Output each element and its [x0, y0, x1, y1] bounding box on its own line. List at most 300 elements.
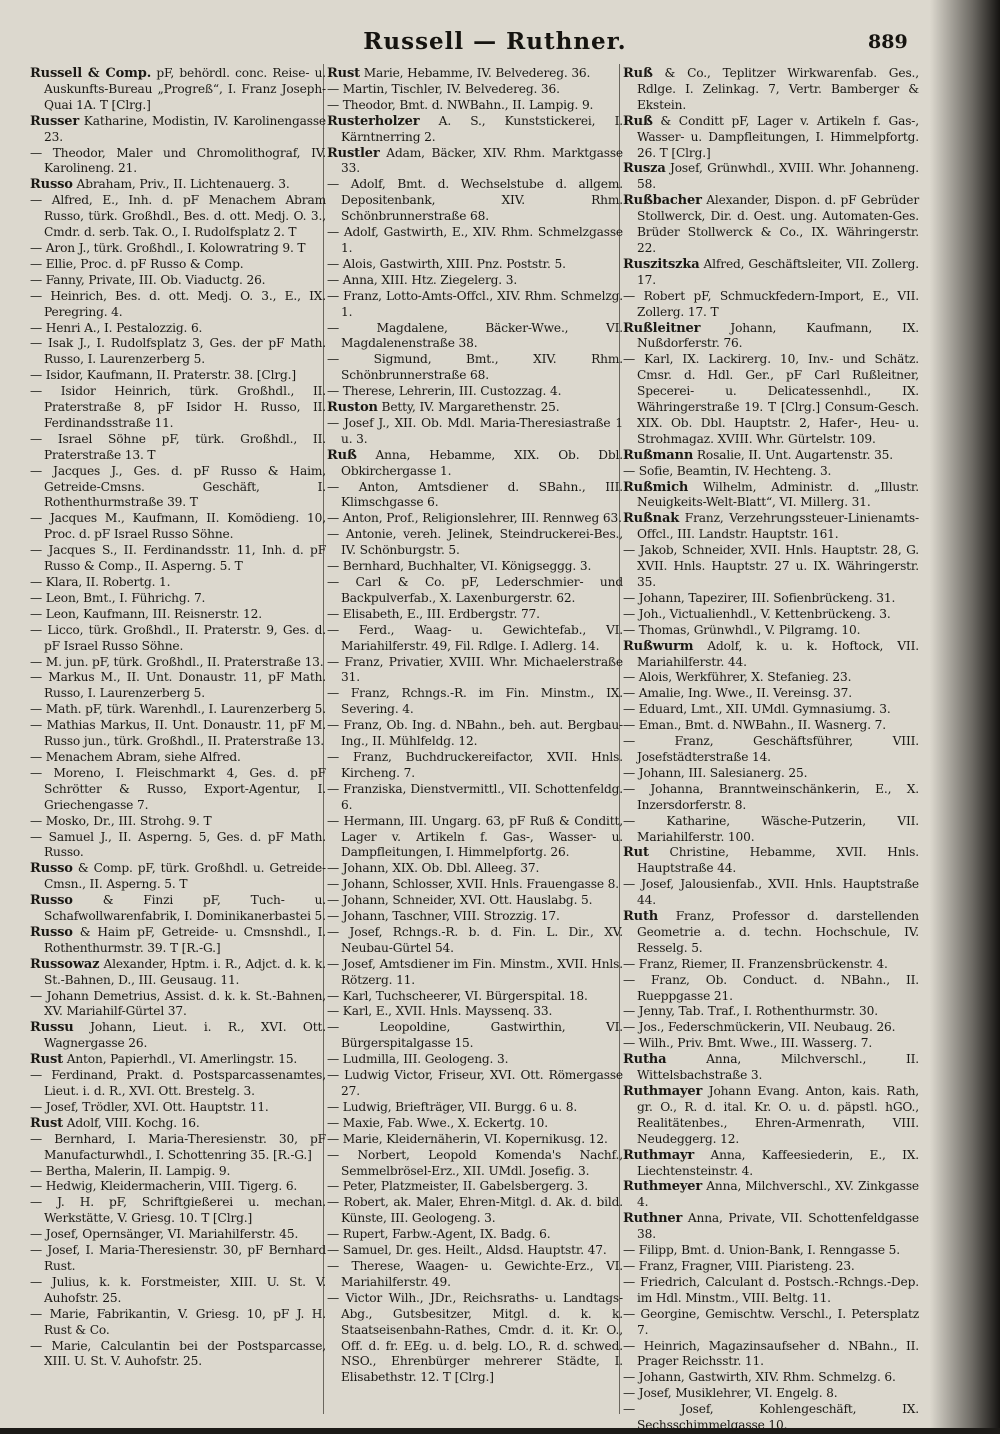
entry-surname: Ruß: [327, 447, 357, 463]
directory-entry: [327, 448, 623, 480]
directory-entry: [327, 718, 623, 750]
entry-text: — Carl & Co. pF, Lederschmier- und Backpulverfab., X. Laxenburgerstr. 62.: [327, 575, 623, 605]
entry-text: — Alois, Gastwirth, XIII. Pnz. Poststr. 5.: [327, 256, 566, 271]
entry-surname: Russell & Comp.: [30, 66, 152, 81]
entry-text: — Johanna, Branntweinschänkerin, E., X. Inzersdorferstr. 8.: [623, 781, 919, 812]
entry-text: — Licco, türk. Großhdl., II. Praterstr. 9, Ges. d. pF Israel Russo Söhne.: [30, 622, 326, 653]
entry-text: Anton, Papierhdl., VI. Amerlingstr. 15.: [62, 1052, 298, 1067]
entry-surname: Rußleitner: [623, 320, 701, 336]
directory-entry: [623, 1307, 919, 1339]
directory-entry: [30, 432, 326, 464]
directory-entry: [30, 1243, 326, 1275]
entry-text: — Henri A., I. Pestalozzig. 6.: [30, 320, 203, 335]
directory-entry: [623, 734, 919, 766]
entry-text: — Isidor Heinrich, türk. Großhdl., II. Praterstraße 8, pF Isidor H. Russo, II. Ferdinandsstraße 11.: [30, 384, 326, 430]
entry-text: — Josef, Jalousienfab., XVII. Hnls. Hauptstraße 44.: [623, 877, 919, 908]
entry-text: — Bertha, Malerin, II. Lampig. 9.: [30, 1163, 231, 1178]
entry-text: — Moreno, I. Fleischmarkt 4, Ges. d. pF Schrötter & Russo, Export-Agentur, I. Griechengasse 7.: [30, 765, 326, 812]
entry-text: — Ludwig Victor, Friseur, XVI. Ott. Römergasse 27.: [327, 1068, 623, 1098]
entry-text: — Josef, I. Maria-Theresienstr. 30, pF Bernhard Rust.: [30, 1243, 326, 1273]
directory-entry: [623, 718, 919, 734]
directory-entry: [30, 257, 326, 273]
directory-entry: [623, 973, 919, 1005]
directory-entry: [623, 591, 919, 607]
directory-entry: [623, 957, 919, 973]
entry-text: Johann Evang. Anton, kais. Rath, gr. O., R. d. ital. Kr. O. u. d. päpstl. hGO., Realitätenbes., Ehren-Armenrath, VIII. Neudeggerg. 12.: [637, 1084, 919, 1146]
directory-entry: [623, 877, 919, 909]
entry-surname: Rust: [327, 66, 360, 81]
directory-entry: [30, 543, 326, 575]
entry-text: — Heinrich, Bes. d. ott. Medj. O. 3., E., IX. Peregring. 4.: [30, 288, 326, 319]
entry-text: Anna, Kaffeesiederin, E., IX. Liechtensteinstr. 4.: [637, 1147, 919, 1178]
directory-entry: [327, 877, 623, 893]
entry-text: — Isak J., I. Rudolfsplatz 3, Ges. der pF Math. Russo, I. Laurenzerberg 5.: [30, 336, 326, 367]
entry-text: — Markus M., II. Unt. Donaustr. 11, pF Math. Russo, I. Laurenzerberg 5.: [30, 670, 326, 701]
entry-text: & Conditt pF, Lager v. Artikeln f. Gas-, Wasser- u. Dampfleitungen, I. Himmelpfortg. 26. T [Clrg.]: [637, 113, 919, 160]
column-2: [327, 66, 623, 1411]
entry-text: & Co., Teplitzer Wirkwarenfab. Ges., Rdlge. I. Zelinkag. 7, Vertr. Bamberger & Ekstein.: [637, 66, 919, 112]
entry-text: — Marie, Fabrikantin, V. Griesg. 10, pF J. H. Rust & Co.: [30, 1306, 326, 1337]
entry-text: — Jacques S., II. Ferdinandsstr. 11, Inh. d. pF Russo & Comp., II. Asperng. 5. T: [30, 543, 326, 574]
entry-text: — Thomas, Grünwhdl., V. Pilgramg. 10.: [623, 622, 861, 637]
entry-text: — Sigmund, Bmt., XIV. Rhm. Schönbrunnerstraße 68.: [327, 352, 623, 383]
entry-text: Marie, Hebamme, IV. Belvedereg. 36.: [359, 66, 591, 80]
directory-entry: [623, 161, 919, 193]
directory-entry: [623, 1386, 919, 1402]
directory-entry: [623, 464, 919, 480]
entry-text: — Klara, II. Robertg. 1.: [30, 575, 171, 589]
directory-entry: [327, 1148, 623, 1180]
directory-entry: [623, 1402, 919, 1434]
entry-text: — Victor Wilh., JDr., Reichsraths- u. Landtags-Abg., Gutsbesitzer, Mitgl. d. k. k. Staatseisenbahn-Rathes, Cmdr. d. it. Kr. O., Off. d. fr. EEg. u. d. belg. LO., R. d. schwed. NSO., Ehrenbürger mehrerer Städte, I. Elisabethstr. 12. T [Clrg.]: [327, 1290, 623, 1385]
entry-text: — Karl, IX. Lackirerg. 10, Inv.- und Schätz. Cmsr. d. Hdl. Ger., pF Carl Rußleitner, Specerei- u. Delicatessenhdl., IX. Währingerstraße 19. T [Clrg.] Consum-Gesch. XIX. Ob. Dbl. Hauptstr. 2, Hafer-, Heu- u. Strohmagaz. XVIII. Whr. Gürtelstr. 109.: [623, 352, 919, 446]
entry-text: — Wilh., Priv. Bmt. Wwe., III. Wasserg. 7.: [623, 1036, 873, 1051]
entry-text: — Joh., Victualienhdl., V. Kettenbrückeng. 3.: [623, 606, 891, 621]
entry-surname: Rußmann: [623, 447, 694, 463]
directory-entry: [623, 1275, 919, 1307]
entry-text: Anna, Milchverschl., XV. Zinkgasse 4.: [637, 1179, 919, 1210]
entry-text: — Ellie, Proc. d. pF Russo & Comp.: [30, 256, 244, 271]
entry-text: — Hedwig, Kleidermacherin, VIII. Tigerg. 6.: [30, 1179, 298, 1194]
entry-text: — Martin, Tischler, IV. Belvedereg. 36.: [327, 81, 560, 96]
directory-entry: [327, 1052, 623, 1068]
page-title: Russell — Ruthner.: [363, 28, 627, 55]
entry-text: — Peter, Platzmeister, II. Gabelsbergerg. 3.: [327, 1179, 589, 1194]
directory-entry: [327, 1259, 623, 1291]
entry-text: — Alfred, E., Inh. d. pF Menachem Abram Russo, türk. Großhdl., Bes. d. ott. Medj. O. 3., Cmdr. d. serb. Tak. O., I. Rudolfsplatz 2. T: [30, 193, 326, 240]
directory-entry: [623, 352, 919, 447]
entry-text: — Johann, XIX. Ob. Dbl. Alleeg. 37.: [327, 861, 540, 876]
entry-text: — Jenny, Tab. Traf., I. Rothenthurmstr. 30.: [623, 1004, 878, 1019]
entry-surname: Rusterholzer: [327, 113, 420, 129]
directory-entry: [30, 1339, 326, 1371]
entry-text: Johann, Lieut. i. R., XVI. Ott. Wagnergasse 26.: [44, 1020, 326, 1051]
directory-entry: [30, 925, 326, 957]
entry-text: & Comp. pF, türk. Großhdl. u. Getreide-Cmsn., II. Asperng. 5. T: [44, 861, 326, 892]
directory-entry: [327, 989, 623, 1005]
directory-entry: [623, 686, 919, 702]
directory-entry: [30, 321, 326, 337]
directory-entry: [327, 98, 623, 114]
directory-entry: [30, 670, 326, 702]
directory-entry: [327, 782, 623, 814]
entry-text: — Adolf, Gastwirth, E., XIV. Rhm. Schmelzgasse 1.: [327, 225, 623, 255]
entry-text: — Ferd., Waag- u. Gewichtefab., VI. Mariahilferstr. 49, Fil. Rdlge. I. Adlerg. 14.: [327, 622, 623, 653]
entry-surname: Ruszitszka: [623, 256, 700, 272]
entry-text: — Franziska, Dienstvermittl., VII. Schottenfeldg. 6.: [327, 781, 623, 812]
entry-surname: Russowaz: [30, 956, 100, 972]
entry-text: — Franz, Riemer, II. Franzensbrückenstr. 4.: [623, 956, 888, 971]
directory-entry: [327, 957, 623, 989]
entry-text: — Robert pF, Schmuckfedern-Import, E., VII. Zollerg. 17. T: [623, 288, 919, 319]
entry-text: — Magdalene, Bäcker-Wwe., VI. Magdalenenstraße 38.: [327, 320, 623, 351]
entry-text: — Franz, Rchngs.-R. im Fin. Minstm., IX. Severing. 4.: [327, 686, 623, 717]
directory-entry: [327, 82, 623, 98]
directory-entry: [327, 893, 623, 909]
directory-entry: [327, 146, 623, 178]
entry-text: — Menachem Abram, siehe Alfred.: [30, 749, 241, 764]
directory-entry: [30, 655, 326, 671]
entry-text: — Johann, Gastwirth, XIV. Rhm. Schmelzg. 6.: [623, 1370, 896, 1385]
entry-text: — Josef, Kohlengeschäft, IX. Sechsschimmelgasse 10.: [623, 1402, 919, 1433]
entry-text: — Karl, E., XVII. Hnls. Mayssenq. 33.: [327, 1004, 553, 1019]
entry-text: — Theodor, Bmt. d. NWBahn., II. Lampig. 9.: [327, 97, 594, 112]
entry-surname: Russo: [30, 861, 73, 877]
entry-text: — Sofie, Beamtin, IV. Hechteng. 3.: [623, 463, 832, 478]
directory-entry: [327, 321, 623, 353]
entry-text: — Alois, Werkführer, X. Stefanieg. 23.: [623, 670, 852, 685]
directory-entry: [30, 241, 326, 257]
directory-entry: [30, 591, 326, 607]
directory-entry: [327, 1068, 623, 1100]
entry-text: — Anton, Prof., Religionslehrer, III. Rennweg 63.: [327, 511, 622, 526]
directory-entry: [327, 686, 623, 718]
directory-entry: [623, 1259, 919, 1275]
directory-entry: [30, 623, 326, 655]
entry-text: Rosalie, II. Unt. Augartenstr. 35.: [693, 447, 894, 462]
directory-entry: [30, 336, 326, 368]
directory-entry: [30, 1116, 326, 1132]
entry-surname: Rustler: [327, 145, 380, 161]
entry-text: Alfred, Geschäftsleiter, VII. Zollerg. 17.: [637, 256, 919, 287]
directory-entry: [623, 1339, 919, 1371]
entry-text: Betty, IV. Margarethenstr. 25.: [377, 400, 560, 415]
column-1: [30, 66, 326, 1411]
directory-entry: [30, 1068, 326, 1100]
entry-surname: Rut: [623, 845, 649, 861]
entry-text: — Julius, k. k. Forstmeister, XIII. U. St. V. Auhofstr. 25.: [30, 1274, 326, 1305]
entry-text: — M. jun. pF, türk. Großhdl., II. Praterstraße 13.: [30, 654, 324, 669]
directory-entry: [327, 1291, 623, 1386]
directory-entry: [327, 909, 623, 925]
entry-text: — Math. pF, türk. Warenhdl., I. Laurenzerberg 5.: [30, 702, 326, 717]
entry-text: — Jakob, Schneider, XVII. Hnls. Hauptstr. 28, G. XVII. Hnls. Hauptstr. 27 u. IX. Währingerstr. 35.: [623, 543, 919, 589]
entry-text: — Johann, Schneider, XVI. Ott. Hauslabg. 5.: [327, 893, 593, 908]
entry-text: — J. H. pF, Schriftgießerei u. mechan. Werkstätte, V. Griesg. 10. T [Clrg.]: [30, 1195, 326, 1226]
directory-entry: [623, 1084, 919, 1148]
directory-entry: [623, 639, 919, 671]
directory-entry: [327, 925, 623, 957]
entry-text: — Fanny, Private, III. Ob. Viaductg. 26.: [30, 272, 266, 287]
directory-entry: [327, 257, 623, 273]
directory-entry: [30, 1195, 326, 1227]
entry-text: — Elisabeth, E., III. Erdbergstr. 77.: [327, 606, 540, 621]
entry-text: — Antonie, vereh. Jelinek, Steindruckerei-Bes., IV. Schönburgstr. 5.: [327, 527, 623, 558]
directory-entry: [30, 1179, 326, 1195]
entry-text: — Katharine, Wäsche-Putzerin, VII. Mariahilferstr. 100.: [623, 813, 919, 844]
entry-text: Wilhelm, Administr. d. „Illustr. Neuigkeits-Welt-Blatt“, VI. Millerg. 31.: [637, 479, 919, 510]
directory-entry: [623, 480, 919, 512]
entry-surname: Ruthmayer: [623, 1084, 703, 1099]
entry-surname: Ruthmayr: [623, 1147, 695, 1163]
directory-entry: [623, 845, 919, 877]
directory-entry: [623, 321, 919, 353]
entry-text: — Franz, Ob. Ing. d. NBahn., beh. aut. Bergbau-Ing., II. Mühlfeldg. 12.: [327, 718, 623, 749]
directory-entry: [623, 1370, 919, 1386]
entry-text: — Samuel J., II. Asperng. 5, Ges. d. pF Math. Russo.: [30, 829, 326, 860]
entry-text: — Franz, Fragner, VIII. Piaristeng. 23.: [623, 1258, 855, 1273]
entry-text: — Mathias Markus, II. Unt. Donaustr. 11, pF M. Russo jun., türk. Großhdl., II. Praterstraße 13.: [30, 718, 326, 749]
entry-text: — Franz, Privatier, XVIII. Whr. Michaelerstraße 31.: [327, 654, 623, 685]
directory-entry: [327, 1100, 623, 1116]
entry-text: — Adolf, Bmt. d. Wechselstube d. allgem. Depositenbank, XIV. Rhm. Schönbrunnerstraße 68.: [327, 177, 623, 224]
directory-entry: [327, 1004, 623, 1020]
directory-entry: [623, 448, 919, 464]
directory-entry: [327, 750, 623, 782]
entry-surname: Ruthmeyer: [623, 1179, 703, 1195]
directory-entry: [327, 480, 623, 512]
entry-text: Anna, Milchverschl., II. Wittelsbachstraße 3.: [637, 1052, 919, 1083]
directory-entry: [327, 1020, 623, 1052]
directory-entry: [623, 766, 919, 782]
directory-entry: [30, 1275, 326, 1307]
entry-text: — Leopoldine, Gastwirthin, VI. Bürgerspitalgasse 15.: [327, 1020, 623, 1051]
directory-entry: [623, 607, 919, 623]
directory-entry: [327, 623, 623, 655]
entry-text: Abraham, Priv., II. Lichtenauerg. 3.: [72, 177, 290, 192]
entry-text: — Samuel, Dr. ges. Heilt., Aldsd. Hauptstr. 47.: [327, 1243, 607, 1258]
directory-entry: [327, 861, 623, 877]
entry-text: — Franz, Buchdruckereifactor, XVII. Hnls. Kircheng. 7.: [327, 749, 623, 780]
entry-text: Katharine, Modistin, IV. Karolinengasse 23.: [44, 113, 326, 144]
entry-text: — Robert, ak. Maler, Ehren-Mitgl. d. Ak. d. bild. Künste, III. Geologeng. 3.: [327, 1195, 623, 1226]
directory-entry: [30, 1020, 326, 1052]
entry-text: — Therese, Waagen- u. Gewichte-Erz., VI. Mariahilferstr. 49.: [327, 1258, 623, 1289]
directory-entry: [30, 718, 326, 750]
directory-entry: [327, 1227, 623, 1243]
entry-surname: Rusza: [623, 161, 666, 177]
entry-surname: Ruth: [623, 909, 659, 925]
entry-text: — Amalie, Ing. Wwe., II. Vereinsg. 37.: [623, 686, 852, 701]
directory-entry: [327, 273, 623, 289]
entry-text: — Therese, Lehrerin, III. Custozzag. 4.: [327, 384, 562, 399]
entry-text: — Leon, Bmt., I. Führichg. 7.: [30, 590, 206, 605]
entry-text: — Marie, Kleidernäherin, VI. Kopernikusg. 12.: [327, 1131, 608, 1146]
entry-text: — Josef, Opernsänger, VI. Mariahilferstr. 45.: [30, 1227, 299, 1242]
directory-entry: [30, 575, 326, 591]
directory-entry: [623, 257, 919, 289]
entry-text: — Norbert, Leopold Komenda's Nachf., Semmelbrösel-Erz., XII. UMdl. Josefig. 3.: [327, 1147, 623, 1178]
directory-entry: [327, 607, 623, 623]
directory-entry: [30, 1132, 326, 1164]
entry-text: — Eman., Bmt. d. NWBahn., II. Wasnerg. 7.: [623, 718, 886, 733]
entry-surname: Rust: [30, 1052, 63, 1068]
directory-entry: [30, 702, 326, 718]
directory-entry: [623, 1243, 919, 1259]
page-edge-shadow: [930, 0, 1000, 1428]
entry-text: — Theodor, Maler und Chromolithograf, IV. Karolineng. 21.: [30, 145, 326, 176]
entry-text: — Heinrich, Magazinsaufseher d. NBahn., II. Prager Reichsstr. 11.: [623, 1338, 919, 1369]
entry-surname: Russer: [30, 113, 80, 129]
entry-surname: Ruß: [623, 66, 653, 81]
entry-surname: Rutha: [623, 1052, 667, 1068]
entry-text: — Ludmilla, III. Geologeng. 3.: [327, 1052, 509, 1067]
entry-text: — Josef J., XII. Ob. Mdl. Maria-Theresiastraße 1 u. 3.: [327, 415, 623, 446]
directory-entry: [327, 1116, 623, 1132]
entry-text: pF, behördl. conc. Reise- u. Auskunfts-Bureau „Progreß“, I. Franz Joseph-Quai 1A. T [Clrg.]: [44, 66, 326, 112]
directory-entry: [327, 655, 623, 687]
directory-entry: [30, 1100, 326, 1116]
directory-entry: [30, 66, 326, 114]
entry-text: — Ferdinand, Prakt. d. Postsparcassenamtes, Lieut. i. d. R., XVI. Ott. Brestelg. 3.: [30, 1068, 326, 1098]
entry-text: — Bernhard, Buchhalter, VI. Königseggg. 3.: [327, 559, 592, 574]
entry-text: — Josef, Trödler, XVI. Ott. Hauptstr. 11.: [30, 1099, 269, 1114]
entry-text: Adolf, k. u. k. Hoftock, VII. Mariahilferstr. 44.: [637, 638, 919, 669]
entry-text: — Johann Demetrius, Assist. d. k. k. St.-Bahnen, XV. Mariahilf-Gürtel 37.: [30, 988, 326, 1019]
entry-text: — Marie, Calculantin bei der Postsparcasse, XIII. U. St. V. Auhofstr. 25.: [30, 1338, 326, 1369]
directory-entry: [327, 384, 623, 400]
directory-entry: [623, 702, 919, 718]
entry-text: — Franz, Ob. Conduct. d. NBahn., II. Rueppgasse 21.: [623, 972, 919, 1003]
entry-text: — Bernhard, I. Maria-Theresienstr. 30, pF Manufacturwhdl., I. Schottenring 35. [R.-G.]: [30, 1131, 326, 1162]
directory-entry: [327, 177, 623, 225]
entry-text: Anna, Hebamme, XIX. Ob. Dbl. Obkirchergasse 1.: [341, 447, 623, 478]
directory-entry: [30, 384, 326, 432]
entry-surname: Ruthner: [623, 1211, 683, 1227]
directory-entry: [30, 893, 326, 925]
entry-text: — Josef, Rchngs.-R. b. d. Fin. L. Dir., XV. Neubau-Gürtel 54.: [327, 924, 623, 955]
directory-entry: [623, 782, 919, 814]
entry-text: Christine, Hebamme, XVII. Hnls. Hauptstraße 44.: [637, 845, 919, 876]
entry-text: — Johann, Schlosser, XVII. Hnls. Frauengasse 8.: [327, 877, 619, 892]
directory-entry: [30, 861, 326, 893]
entry-surname: Ruß: [623, 113, 653, 129]
directory-entry: [327, 225, 623, 257]
page-number: 889: [868, 31, 908, 53]
directory-entry: [30, 273, 326, 289]
entry-surname: Rußnak: [623, 511, 680, 527]
directory-entry: [30, 511, 326, 543]
entry-surname: Rust: [30, 1115, 63, 1131]
directory-entry: [30, 193, 326, 241]
directory-entry: [623, 511, 919, 543]
directory-entry: [30, 830, 326, 862]
column-3: [623, 66, 919, 1433]
entry-text: — Georgine, Gemischtw. Verschl., I. Petersplatz 7.: [623, 1306, 919, 1337]
entry-text: — Anton, Amtsdiener d. SBahn., III. Klimschgasse 6.: [327, 479, 623, 510]
entry-surname: Rußwurm: [623, 638, 694, 654]
entry-text: Josef, Grünwhdl., XVIII. Whr. Johanneng. 58.: [637, 161, 919, 192]
directory-entry: [30, 766, 326, 814]
entry-text: — Franz, Lotto-Amts-Offcl., XIV. Rhm. Schmelzg. 1.: [327, 288, 623, 319]
directory-entry: [327, 814, 623, 862]
entry-text: — Leon, Kaufmann, III. Reisnerstr. 12.: [30, 606, 262, 621]
directory-entry: [623, 1052, 919, 1084]
entry-text: Adam, Bäcker, XIV. Rhm. Marktgasse 33.: [341, 145, 623, 176]
directory-entry: [30, 989, 326, 1021]
entry-text: — Friedrich, Calculant d. Postsch.-Rchngs.-Dep. im Hdl. Minstm., VIII. Beltg. 11.: [623, 1274, 919, 1305]
directory-entry: [30, 1307, 326, 1339]
entry-text: — Jacques J., Ges. d. pF Russo & Haim, Getreide-Cmsns. Geschäft, I. Rothenthurmstraße 39. T: [30, 463, 326, 510]
entry-surname: Russo: [30, 924, 73, 940]
entry-surname: Russu: [30, 1020, 74, 1036]
entry-text: Alexander, Dispon. d. pF Gebrüder Stollwerck, Dir. d. Oest. ung. Automaten-Ges. Brüder Stollwerck & Co., IX. Währingerstr. 22.: [637, 193, 919, 255]
entry-text: — Josef, Amtsdiener im Fin. Minstm., XVII. Hnls. Rötzerg. 11.: [327, 956, 623, 987]
directory-entry: [327, 1195, 623, 1227]
directory-entry: [623, 1020, 919, 1036]
entry-text: — Rupert, Farbw.-Agent, IX. Badg. 6.: [327, 1227, 551, 1242]
entry-text: — Johann, III. Salesianerg. 25.: [623, 765, 808, 780]
directory-entry: [327, 575, 623, 607]
directory-entry: [30, 607, 326, 623]
directory-entry: [327, 511, 623, 527]
entry-text: Anna, Private, VII. Schottenfeldgasse 38.: [637, 1211, 919, 1242]
directory-entry: [623, 193, 919, 257]
directory-entry: [30, 1227, 326, 1243]
directory-entry: [623, 66, 919, 114]
entry-text: Franz, Verzehrungssteuer-Linienamts-Offcl., III. Landstr. Hauptstr. 161.: [637, 511, 919, 542]
entry-text: & Finzi pF, Tuch- u. Schafwollwarenfabrik, I. Dominikanerbastei 5.: [44, 893, 326, 924]
directory-entry: [623, 1211, 919, 1243]
entry-text: — Josef, Musiklehrer, VI. Engelg. 8.: [623, 1386, 838, 1401]
entry-surname: Ruston: [327, 400, 378, 416]
directory-entry: [327, 1243, 623, 1259]
entry-text: & Haim pF, Getreide- u. Cmsnshdl., I. Rothenthurmstr. 39. T [R.-G.]: [44, 924, 326, 955]
directory-entry: [623, 289, 919, 321]
directory-entry: [327, 400, 623, 416]
entry-text: Johann, Kaufmann, IX. Nußdorferstr. 76.: [637, 320, 919, 351]
entry-text: — Isidor, Kaufmann, II. Praterstr. 38. [Clrg.]: [30, 368, 296, 383]
directory-entry: [327, 416, 623, 448]
entry-surname: Rußmich: [623, 479, 689, 495]
directory-entry: [327, 1179, 623, 1195]
directory-entry: [30, 368, 326, 384]
directory-entry: [327, 1132, 623, 1148]
entry-text: — Jacques M., Kaufmann, II. Komödieng. 10, Proc. d. pF Israel Russo Söhne.: [30, 511, 326, 542]
entry-text: — Eduard, Lmt., XII. UMdl. Gymnasiumg. 3.: [623, 702, 891, 717]
directory-entry: [327, 527, 623, 559]
directory-entry: [30, 146, 326, 178]
directory-entry: [327, 114, 623, 146]
directory-entry: [327, 352, 623, 384]
directory-entry: [623, 623, 919, 639]
entry-text: — Aron J., türk. Großhdl., I. Kolowratring 9. T: [30, 240, 306, 255]
entry-text: — Franz, Geschäftsführer, VIII. Josefstädterstraße 14.: [623, 734, 919, 764]
directory-entry: [623, 814, 919, 846]
entry-surname: Russo: [30, 177, 73, 193]
directory-entry: [327, 66, 623, 82]
directory-entry: [327, 559, 623, 575]
entry-text: — Johann, Taschner, VIII. Strozzig. 17.: [327, 909, 560, 924]
entry-text: — Filipp, Bmt. d. Union-Bank, I. Renngasse 5.: [623, 1243, 900, 1258]
directory-entry: [623, 1179, 919, 1211]
directory-entry: [623, 543, 919, 591]
entry-text: Alexander, Hptm. i. R., Adjct. d. k. k. St.-Bahnen, D., III. Geusaug. 11.: [44, 956, 326, 987]
entry-text: — Mosko, Dr., III. Strohg. 9. T: [30, 813, 212, 828]
directory-entry: [623, 114, 919, 162]
directory-entry: [623, 1004, 919, 1020]
directory-entry: [623, 909, 919, 957]
